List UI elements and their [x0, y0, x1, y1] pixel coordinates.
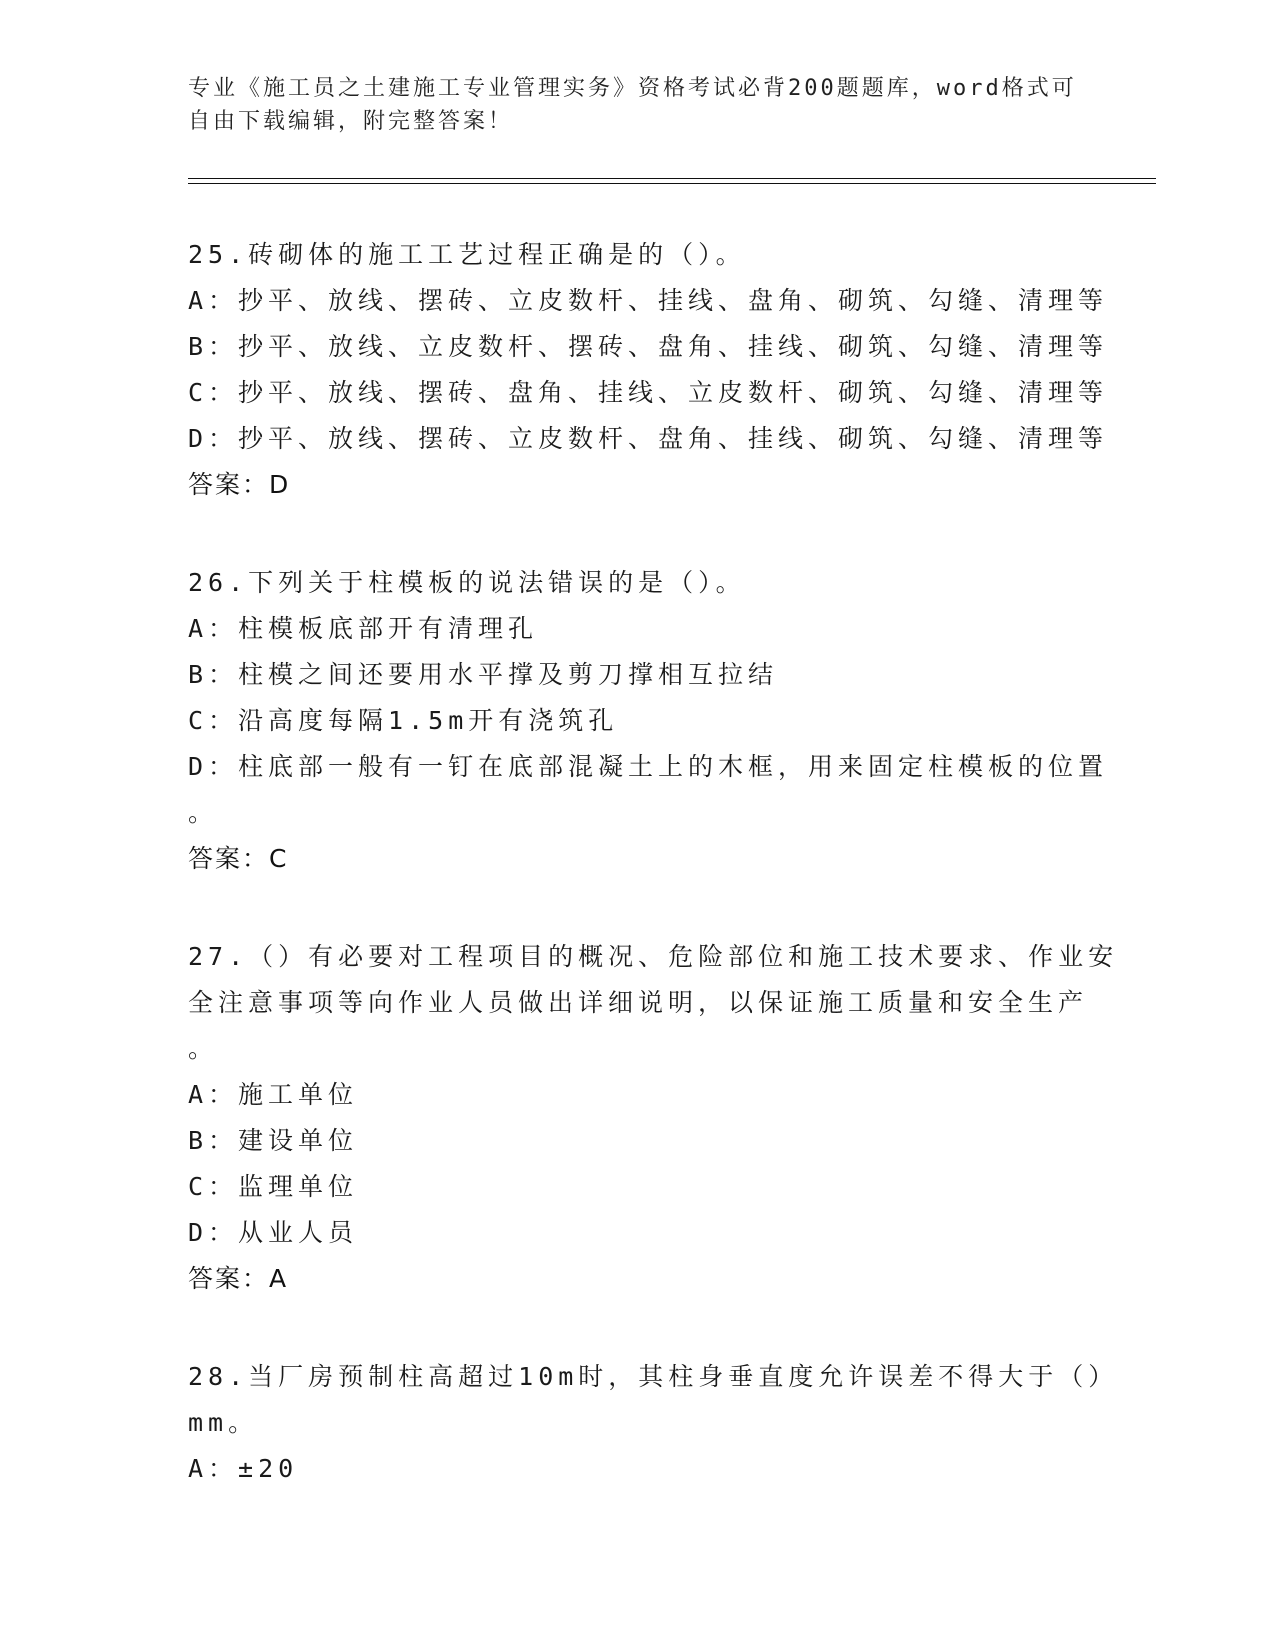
option-d: D：抄平、放线、摆砖、立皮数杆、盘角、挂线、砌筑、勾缝、清理等: [188, 424, 1109, 453]
header-line-2: 自由下载编辑，附完整答案！: [188, 109, 514, 134]
answer: 答案：C: [188, 844, 289, 873]
question-stem: 28.当厂房预制柱高超过10m时，其柱身垂直度允许误差不得大于（）: [188, 1362, 1119, 1391]
option-a: A：抄平、放线、摆砖、立皮数杆、挂线、盘角、砌筑、勾缝、清理等: [188, 286, 1109, 315]
header-line-1: 专业《施工员之土建施工专业管理实务》资格考试必背200题题库，word格式可: [188, 76, 1077, 101]
option-a: A：施工单位: [188, 1080, 359, 1109]
option-b: B：抄平、放线、立皮数杆、摆砖、盘角、挂线、砌筑、勾缝、清理等: [188, 332, 1109, 361]
question-stem-continuation: mm。: [188, 1408, 259, 1437]
question-stem-continuation: 。: [188, 1034, 219, 1063]
question-26: [188, 560, 1109, 882]
question-25: [188, 232, 1109, 508]
question-stem: 27.（）有必要对工程项目的概况、危险部位和施工技术要求、作业安: [188, 942, 1119, 971]
option-d: D：柱底部一般有一钉在底部混凝土上的木框，用来固定柱模板的位置: [188, 752, 1109, 781]
question-27: [188, 934, 1119, 1302]
question-list: [188, 232, 1119, 1544]
option-c: C：沿高度每隔1.5m开有浇筑孔: [188, 706, 619, 735]
option-a: A：±20: [188, 1454, 299, 1483]
answer: 答案：D: [188, 470, 291, 499]
document-header: [188, 72, 1088, 138]
question-stem: 26.下列关于柱模板的说法错误的是（）。: [188, 568, 746, 597]
option-c: C：抄平、放线、摆砖、盘角、挂线、立皮数杆、砌筑、勾缝、清理等: [188, 378, 1109, 407]
option-a: A：柱模板底部开有清理孔: [188, 614, 539, 643]
option-b: B：柱模之间还要用水平撑及剪刀撑相互拉结: [188, 660, 779, 689]
answer: 答案：A: [188, 1264, 289, 1293]
option-d-continuation: 。: [188, 798, 219, 827]
question-stem-continuation: 全注意事项等向作业人员做出详细说明，以保证施工质量和安全生产: [188, 988, 1089, 1017]
option-d: D：从业人员: [188, 1218, 359, 1247]
option-c: C：监理单位: [188, 1172, 359, 1201]
option-b: B：建设单位: [188, 1126, 359, 1155]
question-stem: 25.砖砌体的施工工艺过程正确是的（）。: [188, 240, 746, 269]
question-28: [188, 1354, 1119, 1492]
header-divider-top: [188, 178, 1156, 179]
header-divider-bottom: [188, 183, 1156, 184]
